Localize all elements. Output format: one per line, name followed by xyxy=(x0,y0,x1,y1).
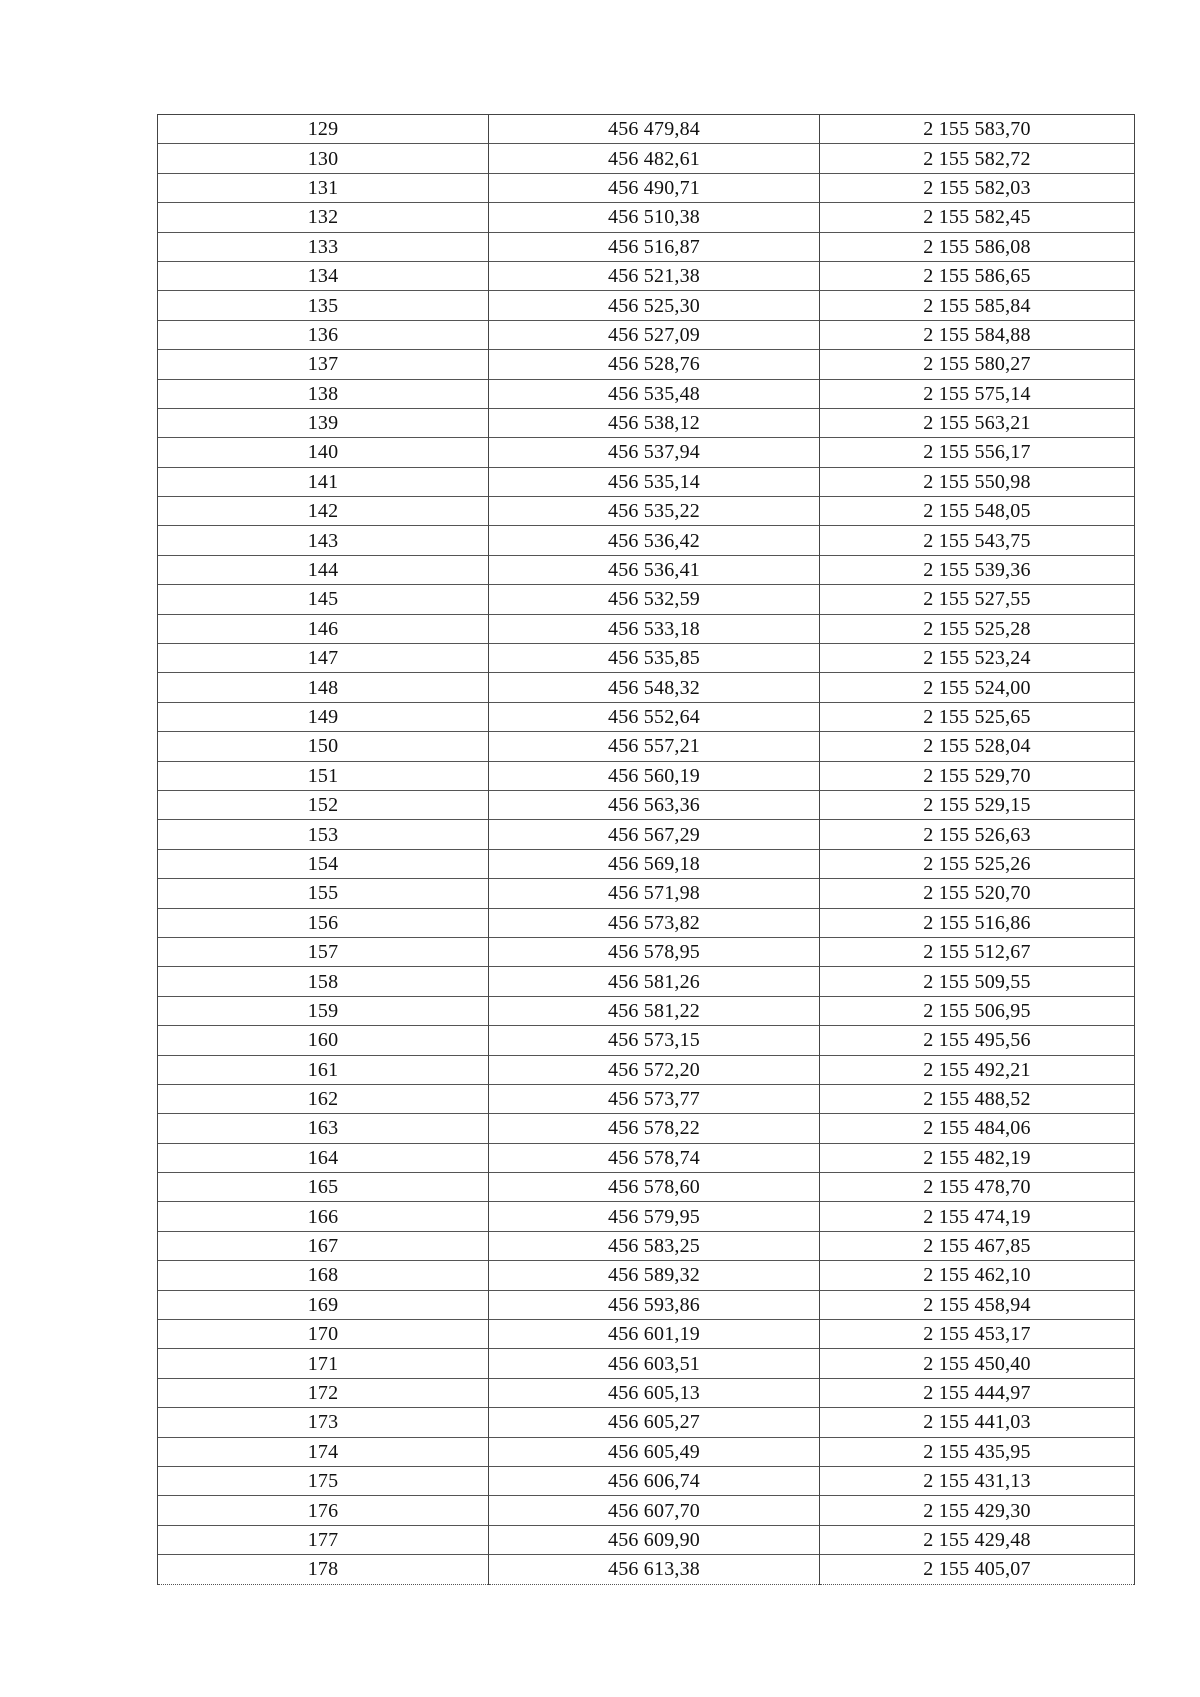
table-row xyxy=(158,115,1135,144)
x-coordinate-cell: 456 606,74 xyxy=(489,1466,820,1495)
point-number-cell: 175 xyxy=(158,1466,489,1495)
table-row xyxy=(158,1555,1135,1584)
y-coordinate-cell: 2 155 462,10 xyxy=(820,1261,1135,1290)
table-row xyxy=(158,879,1135,908)
point-number-cell: 147 xyxy=(158,644,489,673)
table-row xyxy=(158,1320,1135,1349)
y-coordinate-cell: 2 155 484,06 xyxy=(820,1114,1135,1143)
x-coordinate-cell: 456 533,18 xyxy=(489,614,820,643)
x-coordinate-cell: 456 581,26 xyxy=(489,967,820,996)
point-number-cell: 146 xyxy=(158,614,489,643)
x-coordinate-cell: 456 535,48 xyxy=(489,379,820,408)
point-number-cell: 164 xyxy=(158,1143,489,1172)
x-coordinate-cell: 456 593,86 xyxy=(489,1290,820,1319)
point-number-cell: 153 xyxy=(158,820,489,849)
x-coordinate-cell: 456 557,21 xyxy=(489,732,820,761)
point-number-cell: 157 xyxy=(158,937,489,966)
point-number-cell: 155 xyxy=(158,879,489,908)
point-number-cell: 140 xyxy=(158,438,489,467)
x-coordinate-cell: 456 609,90 xyxy=(489,1525,820,1554)
x-coordinate-cell: 456 535,14 xyxy=(489,467,820,496)
x-coordinate-cell: 456 490,71 xyxy=(489,173,820,202)
table-row xyxy=(158,761,1135,790)
x-coordinate-cell: 456 537,94 xyxy=(489,438,820,467)
point-number-cell: 151 xyxy=(158,761,489,790)
table-row xyxy=(158,644,1135,673)
y-coordinate-cell: 2 155 405,07 xyxy=(820,1555,1135,1584)
x-coordinate-cell: 456 605,49 xyxy=(489,1437,820,1466)
point-number-cell: 131 xyxy=(158,173,489,202)
point-number-cell: 135 xyxy=(158,291,489,320)
y-coordinate-cell: 2 155 444,97 xyxy=(820,1378,1135,1407)
table-row xyxy=(158,555,1135,584)
y-coordinate-cell: 2 155 478,70 xyxy=(820,1173,1135,1202)
x-coordinate-cell: 456 482,61 xyxy=(489,144,820,173)
y-coordinate-cell: 2 155 429,48 xyxy=(820,1525,1135,1554)
y-coordinate-cell: 2 155 528,04 xyxy=(820,732,1135,761)
x-coordinate-cell: 456 536,42 xyxy=(489,526,820,555)
point-number-cell: 137 xyxy=(158,350,489,379)
table-row xyxy=(158,1525,1135,1554)
table-row xyxy=(158,1084,1135,1113)
point-number-cell: 169 xyxy=(158,1290,489,1319)
y-coordinate-cell: 2 155 563,21 xyxy=(820,408,1135,437)
point-number-cell: 130 xyxy=(158,144,489,173)
y-coordinate-cell: 2 155 550,98 xyxy=(820,467,1135,496)
point-number-cell: 139 xyxy=(158,408,489,437)
x-coordinate-cell: 456 535,85 xyxy=(489,644,820,673)
point-number-cell: 134 xyxy=(158,261,489,290)
table-row xyxy=(158,497,1135,526)
point-number-cell: 167 xyxy=(158,1231,489,1260)
table-row xyxy=(158,673,1135,702)
y-coordinate-cell: 2 155 525,28 xyxy=(820,614,1135,643)
y-coordinate-cell: 2 155 458,94 xyxy=(820,1290,1135,1319)
y-coordinate-cell: 2 155 509,55 xyxy=(820,967,1135,996)
x-coordinate-cell: 456 578,74 xyxy=(489,1143,820,1172)
y-coordinate-cell: 2 155 520,70 xyxy=(820,879,1135,908)
y-coordinate-cell: 2 155 585,84 xyxy=(820,291,1135,320)
table-row xyxy=(158,820,1135,849)
table-row xyxy=(158,408,1135,437)
table-row xyxy=(158,585,1135,614)
x-coordinate-cell: 456 532,59 xyxy=(489,585,820,614)
x-coordinate-cell: 456 510,38 xyxy=(489,203,820,232)
table-row xyxy=(158,1231,1135,1260)
y-coordinate-cell: 2 155 527,55 xyxy=(820,585,1135,614)
table-row xyxy=(158,1143,1135,1172)
table-row xyxy=(158,379,1135,408)
point-number-cell: 149 xyxy=(158,702,489,731)
table-row xyxy=(158,702,1135,731)
point-number-cell: 177 xyxy=(158,1525,489,1554)
table-row xyxy=(158,908,1135,937)
table-row xyxy=(158,1466,1135,1495)
y-coordinate-cell: 2 155 548,05 xyxy=(820,497,1135,526)
point-number-cell: 171 xyxy=(158,1349,489,1378)
point-number-cell: 144 xyxy=(158,555,489,584)
y-coordinate-cell: 2 155 431,13 xyxy=(820,1466,1135,1495)
x-coordinate-cell: 456 560,19 xyxy=(489,761,820,790)
table-row xyxy=(158,1055,1135,1084)
x-coordinate-cell: 456 573,82 xyxy=(489,908,820,937)
x-coordinate-cell: 456 548,32 xyxy=(489,673,820,702)
table-row xyxy=(158,790,1135,819)
y-coordinate-cell: 2 155 586,65 xyxy=(820,261,1135,290)
point-number-cell: 174 xyxy=(158,1437,489,1466)
table-row xyxy=(158,1114,1135,1143)
y-coordinate-cell: 2 155 582,03 xyxy=(820,173,1135,202)
point-number-cell: 173 xyxy=(158,1408,489,1437)
point-number-cell: 150 xyxy=(158,732,489,761)
table-row xyxy=(158,144,1135,173)
x-coordinate-cell: 456 605,13 xyxy=(489,1378,820,1407)
x-coordinate-cell: 456 589,32 xyxy=(489,1261,820,1290)
table-row xyxy=(158,438,1135,467)
x-coordinate-cell: 456 527,09 xyxy=(489,320,820,349)
y-coordinate-cell: 2 155 543,75 xyxy=(820,526,1135,555)
table-row xyxy=(158,320,1135,349)
table-row xyxy=(158,1349,1135,1378)
x-coordinate-cell: 456 479,84 xyxy=(489,115,820,144)
y-coordinate-cell: 2 155 506,95 xyxy=(820,996,1135,1025)
y-coordinate-cell: 2 155 512,67 xyxy=(820,937,1135,966)
y-coordinate-cell: 2 155 525,65 xyxy=(820,702,1135,731)
x-coordinate-cell: 456 578,22 xyxy=(489,1114,820,1143)
table-row xyxy=(158,1290,1135,1319)
table-row xyxy=(158,1437,1135,1466)
table-row xyxy=(158,849,1135,878)
y-coordinate-cell: 2 155 526,63 xyxy=(820,820,1135,849)
x-coordinate-cell: 456 535,22 xyxy=(489,497,820,526)
y-coordinate-cell: 2 155 556,17 xyxy=(820,438,1135,467)
x-coordinate-cell: 456 581,22 xyxy=(489,996,820,1025)
table-row xyxy=(158,350,1135,379)
point-number-cell: 178 xyxy=(158,1555,489,1584)
table-row xyxy=(158,732,1135,761)
point-number-cell: 168 xyxy=(158,1261,489,1290)
y-coordinate-cell: 2 155 583,70 xyxy=(820,115,1135,144)
point-number-cell: 133 xyxy=(158,232,489,261)
point-number-cell: 160 xyxy=(158,1026,489,1055)
point-number-cell: 143 xyxy=(158,526,489,555)
x-coordinate-cell: 456 579,95 xyxy=(489,1202,820,1231)
x-coordinate-cell: 456 607,70 xyxy=(489,1496,820,1525)
x-coordinate-cell: 456 525,30 xyxy=(489,291,820,320)
point-number-cell: 165 xyxy=(158,1173,489,1202)
table-row xyxy=(158,1496,1135,1525)
point-number-cell: 170 xyxy=(158,1320,489,1349)
table-row xyxy=(158,173,1135,202)
y-coordinate-cell: 2 155 441,03 xyxy=(820,1408,1135,1437)
y-coordinate-cell: 2 155 529,70 xyxy=(820,761,1135,790)
table-row xyxy=(158,526,1135,555)
x-coordinate-cell: 456 583,25 xyxy=(489,1231,820,1260)
x-coordinate-cell: 456 613,38 xyxy=(489,1555,820,1584)
point-number-cell: 158 xyxy=(158,967,489,996)
point-number-cell: 138 xyxy=(158,379,489,408)
x-coordinate-cell: 456 536,41 xyxy=(489,555,820,584)
point-number-cell: 161 xyxy=(158,1055,489,1084)
table-row xyxy=(158,967,1135,996)
table-row xyxy=(158,232,1135,261)
table-row xyxy=(158,261,1135,290)
y-coordinate-cell: 2 155 523,24 xyxy=(820,644,1135,673)
x-coordinate-cell: 456 538,12 xyxy=(489,408,820,437)
x-coordinate-cell: 456 578,95 xyxy=(489,937,820,966)
y-coordinate-cell: 2 155 495,56 xyxy=(820,1026,1135,1055)
point-number-cell: 176 xyxy=(158,1496,489,1525)
point-number-cell: 136 xyxy=(158,320,489,349)
point-number-cell: 159 xyxy=(158,996,489,1025)
y-coordinate-cell: 2 155 586,08 xyxy=(820,232,1135,261)
y-coordinate-cell: 2 155 580,27 xyxy=(820,350,1135,379)
table-row xyxy=(158,291,1135,320)
point-number-cell: 132 xyxy=(158,203,489,232)
y-coordinate-cell: 2 155 482,19 xyxy=(820,1143,1135,1172)
point-number-cell: 172 xyxy=(158,1378,489,1407)
y-coordinate-cell: 2 155 429,30 xyxy=(820,1496,1135,1525)
y-coordinate-cell: 2 155 516,86 xyxy=(820,908,1135,937)
table-row xyxy=(158,1026,1135,1055)
x-coordinate-cell: 456 578,60 xyxy=(489,1173,820,1202)
y-coordinate-cell: 2 155 539,36 xyxy=(820,555,1135,584)
table-row xyxy=(158,467,1135,496)
y-coordinate-cell: 2 155 453,17 xyxy=(820,1320,1135,1349)
x-coordinate-cell: 456 521,38 xyxy=(489,261,820,290)
x-coordinate-cell: 456 569,18 xyxy=(489,849,820,878)
point-number-cell: 162 xyxy=(158,1084,489,1113)
table-row xyxy=(158,1378,1135,1407)
y-coordinate-cell: 2 155 435,95 xyxy=(820,1437,1135,1466)
x-coordinate-cell: 456 601,19 xyxy=(489,1320,820,1349)
table-row xyxy=(158,614,1135,643)
y-coordinate-cell: 2 155 450,40 xyxy=(820,1349,1135,1378)
x-coordinate-cell: 456 516,87 xyxy=(489,232,820,261)
point-number-cell: 163 xyxy=(158,1114,489,1143)
y-coordinate-cell: 2 155 582,45 xyxy=(820,203,1135,232)
table-row xyxy=(158,1202,1135,1231)
point-number-cell: 148 xyxy=(158,673,489,702)
y-coordinate-cell: 2 155 474,19 xyxy=(820,1202,1135,1231)
table-row xyxy=(158,1173,1135,1202)
x-coordinate-cell: 456 563,36 xyxy=(489,790,820,819)
coordinates-table-body xyxy=(158,115,1135,1585)
table-row xyxy=(158,1261,1135,1290)
point-number-cell: 129 xyxy=(158,115,489,144)
x-coordinate-cell: 456 572,20 xyxy=(489,1055,820,1084)
y-coordinate-cell: 2 155 524,00 xyxy=(820,673,1135,702)
point-number-cell: 152 xyxy=(158,790,489,819)
point-number-cell: 156 xyxy=(158,908,489,937)
table-row xyxy=(158,937,1135,966)
x-coordinate-cell: 456 573,77 xyxy=(489,1084,820,1113)
y-coordinate-cell: 2 155 492,21 xyxy=(820,1055,1135,1084)
x-coordinate-cell: 456 528,76 xyxy=(489,350,820,379)
y-coordinate-cell: 2 155 529,15 xyxy=(820,790,1135,819)
table-row xyxy=(158,203,1135,232)
x-coordinate-cell: 456 573,15 xyxy=(489,1026,820,1055)
x-coordinate-cell: 456 567,29 xyxy=(489,820,820,849)
y-coordinate-cell: 2 155 467,85 xyxy=(820,1231,1135,1260)
point-number-cell: 142 xyxy=(158,497,489,526)
y-coordinate-cell: 2 155 582,72 xyxy=(820,144,1135,173)
coordinates-table xyxy=(157,114,1135,1585)
point-number-cell: 145 xyxy=(158,585,489,614)
point-number-cell: 141 xyxy=(158,467,489,496)
x-coordinate-cell: 456 605,27 xyxy=(489,1408,820,1437)
x-coordinate-cell: 456 603,51 xyxy=(489,1349,820,1378)
x-coordinate-cell: 456 552,64 xyxy=(489,702,820,731)
point-number-cell: 154 xyxy=(158,849,489,878)
table-row xyxy=(158,1408,1135,1437)
y-coordinate-cell: 2 155 575,14 xyxy=(820,379,1135,408)
y-coordinate-cell: 2 155 525,26 xyxy=(820,849,1135,878)
table-row xyxy=(158,996,1135,1025)
point-number-cell: 166 xyxy=(158,1202,489,1231)
y-coordinate-cell: 2 155 488,52 xyxy=(820,1084,1135,1113)
y-coordinate-cell: 2 155 584,88 xyxy=(820,320,1135,349)
x-coordinate-cell: 456 571,98 xyxy=(489,879,820,908)
